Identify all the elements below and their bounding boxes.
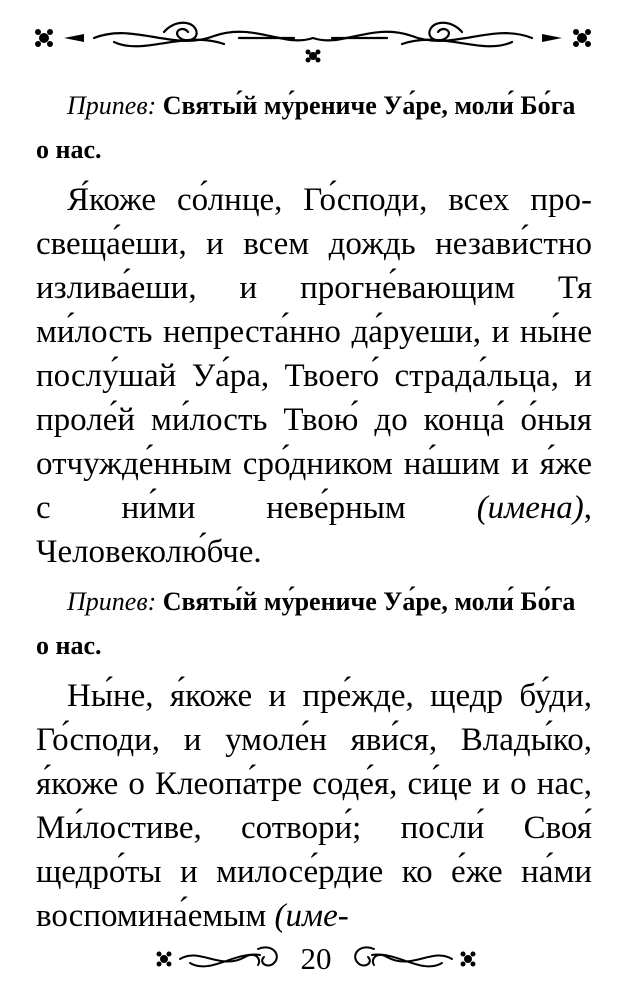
footer-ornament-left-icon (150, 937, 288, 977)
refrain-1 (36, 84, 592, 172)
names-note: (имена) (476, 490, 584, 526)
top-ornament-icon (24, 12, 602, 64)
refrain-label: Припев: (67, 91, 157, 120)
refrain-text: Святы́й му́рениче Уа́ре, моли́ Бо́га о нас. (36, 587, 576, 660)
names-note: (име- (274, 898, 349, 934)
refrain-label: Припев: (67, 587, 157, 616)
page-number: 20 (300, 941, 332, 976)
refrain-2 (36, 580, 592, 668)
page-footer (150, 935, 480, 981)
paragraph-text: Я́коже со́лнце, Го́споди, всех просвеща́еши, и всем дождь незави́стно излива́еши, и прогне́вающим Тя ми́лость непреста́нно да́руеши, и ны́не послу́шай Уа́ра, Твоего́ страда́льца, и проле́й ми́лость Твою́ до конца́ о́ныя отчужде́нным сро́дником на́шим и я́же с ни́ми неве́рным (36, 182, 592, 526)
refrain-text: Святы́й му́рениче Уа́ре, моли́ Бо́га о нас. (36, 91, 576, 164)
paragraph-2 (36, 674, 592, 938)
paragraph-1 (36, 178, 592, 574)
paragraph-text-end: , Человеколю́бче. (36, 490, 592, 570)
prayer-text (36, 84, 592, 944)
paragraph-text: Ны́не, я́коже и пре́жде, щедр бу́ди, Го́споди, и умоле́н яви́ся, Влады́ко, я́коже о Клеопа́тре соде́я, си́це и о нас, Ми́лостиве, сотвори́; посли́ Своя́ щедро́ты и милосе́рдие ко е́же на́ми воспомина́емым (36, 678, 592, 934)
footer-ornament-right-icon (344, 937, 482, 977)
